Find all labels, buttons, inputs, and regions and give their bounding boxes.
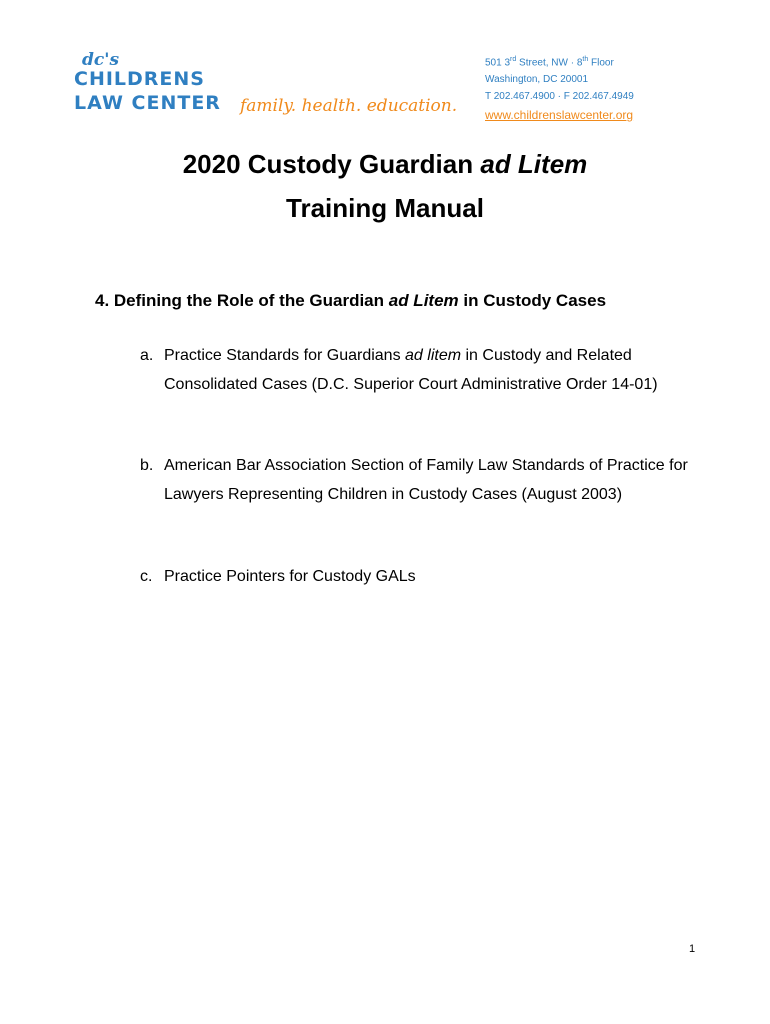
- list-item: [140, 562, 710, 591]
- page-number: 1: [689, 943, 696, 955]
- document-subtitle: Training Manual: [286, 193, 484, 223]
- logo-tagline: family. health. education.: [240, 96, 458, 116]
- section-heading: 4. Defining the Role of the Guardian ad Litem in Custody Cases: [95, 291, 607, 310]
- list-item-text: Practice Standards for Guardians ad litem in Custody and Related Consolidated Cases (D.C. Superior Court Administrative Order 14-01): [164, 347, 658, 393]
- list-item-text: American Bar Association Section of Family Law Standards of Practice for Lawyers Representing Children in Custody Cases (August 2003): [164, 457, 688, 503]
- document-title: 2020 Custody Guardian ad Litem: [182, 149, 588, 179]
- list-item-letter: a.: [140, 347, 154, 364]
- childrens-law-center-logo: [74, 46, 458, 136]
- list-item-text: Practice Pointers for Custody GALs: [164, 568, 416, 585]
- list-item-letter: b.: [140, 457, 154, 474]
- address-city: Washington, DC 20001: [485, 74, 589, 86]
- logo-dcs: dc's: [82, 50, 120, 70]
- list-item: [140, 451, 710, 509]
- list-item-letter: c.: [140, 568, 153, 585]
- address-block: [485, 51, 634, 125]
- website-link[interactable]: www.childrenslawcenter.org: [485, 108, 634, 123]
- logo-line-2: LAW CENTER: [74, 92, 221, 114]
- logo-line-1: CHILDRENS: [74, 68, 205, 90]
- address-street: 501 3rd Street, NW · 8th Floor: [485, 56, 614, 69]
- list-item: [140, 341, 710, 399]
- address-phone: T 202.467.4900 · F 202.467.4949: [485, 91, 634, 103]
